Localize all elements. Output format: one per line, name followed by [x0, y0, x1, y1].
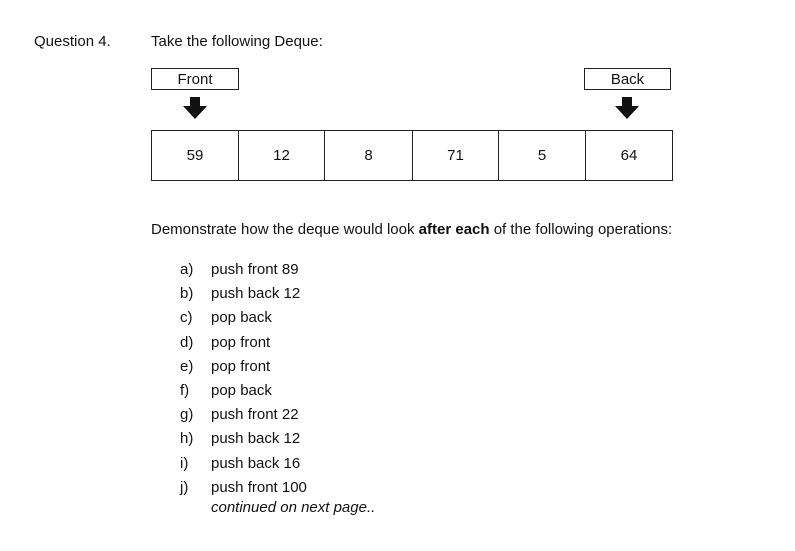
operation-text: pop front: [211, 357, 271, 375]
continued-note: continued on next page..: [211, 499, 376, 516]
operation-letter: b): [180, 285, 194, 303]
operation-letter: a): [180, 261, 194, 278]
operation-text: pop front: [211, 333, 271, 351]
front-label-box: [151, 68, 239, 90]
back-label-box: [584, 68, 671, 90]
operations-list: [180, 258, 307, 500]
instruction-after: of the following operations:: [489, 221, 673, 238]
back-label: Back: [610, 70, 645, 88]
operation-text: push back 16: [211, 454, 301, 472]
deque-cell: 59: [152, 131, 239, 180]
instruction-text: [151, 221, 672, 238]
front-label: Front: [177, 70, 213, 88]
operation-letter: f): [180, 381, 190, 399]
deque-table: [151, 130, 673, 181]
operation-item: [180, 379, 307, 403]
operation-letter: e): [180, 357, 194, 375]
operation-letter: g): [180, 406, 194, 424]
operation-letter: d): [180, 333, 194, 351]
operation-letter: i): [180, 454, 189, 472]
operation-text: pop back: [211, 381, 272, 399]
operation-item: [180, 306, 307, 330]
operation-item: [180, 331, 307, 355]
operation-item: [180, 403, 307, 427]
operation-text: push front 100: [211, 478, 307, 496]
deque-cell: 5: [499, 131, 586, 180]
operation-item: [180, 355, 307, 379]
question-intro: Take the following Deque:: [151, 33, 323, 50]
operation-text: pop back: [211, 309, 272, 327]
operation-text: push front 22: [211, 406, 299, 424]
deque-cell: 12: [239, 131, 325, 180]
instruction-before: Demonstrate how the deque would look: [151, 221, 419, 238]
operation-item: [180, 282, 307, 306]
operation-letter: j): [180, 478, 189, 496]
back-down-arrow-icon: [615, 97, 639, 119]
deque-cell: 8: [325, 131, 413, 180]
operation-text: push front 89: [211, 261, 299, 278]
operation-item: [180, 258, 307, 282]
operation-item: [180, 476, 307, 500]
instruction-emphasis: after each: [418, 221, 490, 238]
deque-cell: 71: [413, 131, 499, 180]
operation-letter: h): [180, 430, 194, 448]
deque-cell: 64: [620, 147, 638, 164]
operation-item: [180, 452, 307, 476]
operation-item: [180, 427, 307, 451]
question-number: Question 4.: [34, 33, 111, 50]
front-down-arrow-icon: [183, 97, 207, 119]
operation-text: push back 12: [211, 430, 301, 448]
operation-text: push back 12: [211, 285, 301, 303]
operation-letter: c): [180, 309, 193, 327]
